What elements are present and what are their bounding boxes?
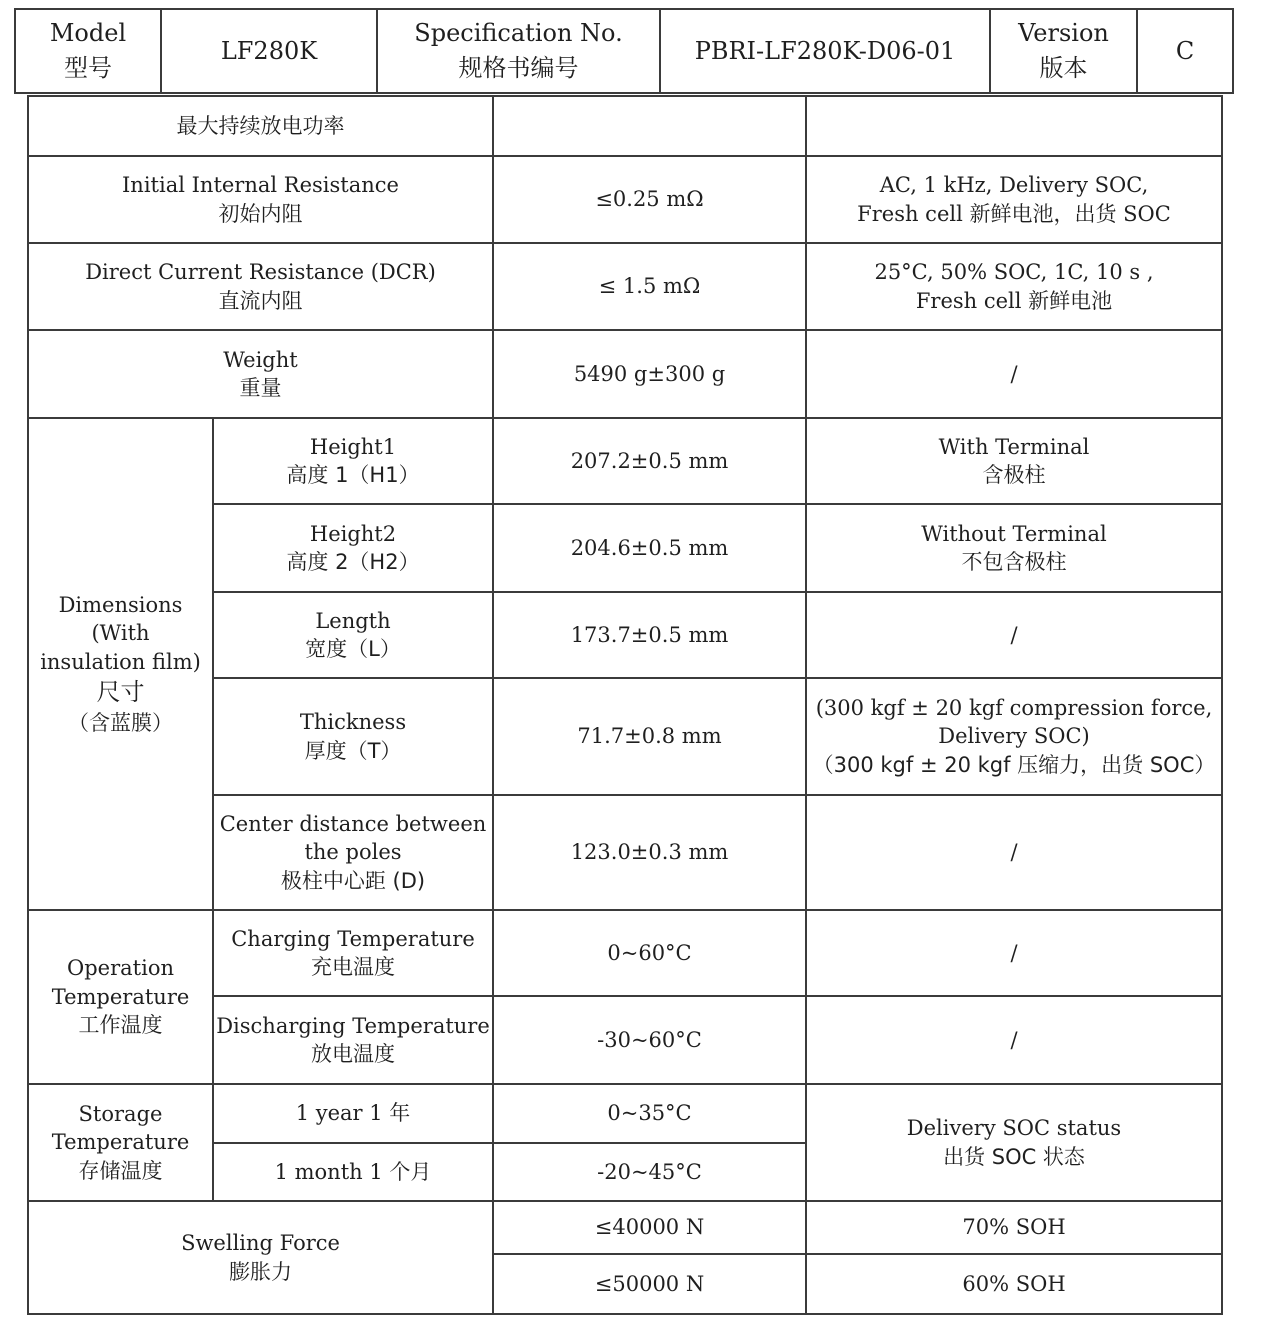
row-charging-temp: [28, 910, 1222, 996]
dcr-cond2: Fresh cell 新鲜电池: [915, 288, 1113, 313]
center-zh: 极柱中心距 (D): [280, 868, 426, 893]
swelling-r1-condition: 70% SOH: [806, 1201, 1222, 1254]
dcr-label: [28, 243, 493, 330]
row-storage-year: [28, 1084, 1222, 1143]
height1-label: [213, 418, 493, 504]
spec-value: PBRI-LF280K-D06-01: [660, 9, 990, 93]
height1-en: Height1: [309, 434, 397, 459]
initial-ir-condition: [806, 156, 1222, 243]
max-power-value: [493, 96, 806, 156]
row-max-power: [28, 96, 1222, 156]
document-header-table: [14, 8, 1234, 94]
charging-value: 0~60°C: [493, 910, 806, 996]
dimensions-en2: (With: [91, 621, 150, 646]
charging-label: [213, 910, 493, 996]
storage-en2: Temperature: [51, 1130, 190, 1155]
storage-group-label: [28, 1084, 213, 1201]
storage-zh: 存储温度: [78, 1158, 163, 1183]
dimensions-zh2: （含蓝膜）: [68, 710, 173, 735]
spec-label-cell: [377, 9, 660, 93]
dcr-condition: [806, 243, 1222, 330]
center-value: 123.0±0.3 mm: [493, 795, 806, 910]
length-condition: /: [806, 592, 1222, 678]
version-label-en: Version: [1018, 19, 1109, 48]
discharging-condition: /: [806, 996, 1222, 1084]
thickness-cond1: (300 kgf ± 20 kgf compression force,: [815, 695, 1213, 720]
row-initial-ir: [28, 156, 1222, 243]
dimensions-en1: Dimensions: [58, 593, 183, 618]
height2-cond-en: Without Terminal: [921, 521, 1107, 546]
storage-month-label: 1 month 1 个月: [213, 1143, 493, 1201]
header-row: [15, 9, 1233, 93]
charging-zh: 充电温度: [311, 955, 395, 979]
center-en1: Center distance between: [219, 811, 487, 836]
discharging-label: [213, 996, 493, 1084]
discharging-zh: 放电温度: [311, 1042, 395, 1066]
discharging-en: Discharging Temperature: [216, 1013, 490, 1038]
model-label-en: Model: [49, 19, 127, 48]
dcr-en: Direct Current Resistance (DCR): [85, 260, 436, 285]
operation-en2: Temperature: [51, 984, 190, 1009]
initial-ir-zh: 初始内阻: [218, 201, 303, 226]
dimensions-zh1: 尺寸: [96, 678, 145, 707]
height2-label: [213, 504, 493, 592]
height1-cond-zh: 含极柱: [982, 463, 1046, 487]
storage-year-label: 1 year 1 年: [213, 1084, 493, 1143]
model-label-cell: [15, 9, 161, 93]
spec-label-en: Specification No.: [414, 19, 623, 48]
length-label: [213, 592, 493, 678]
weight-label: [28, 330, 493, 418]
initial-ir-label: [28, 156, 493, 243]
weight-condition: /: [806, 330, 1222, 418]
operation-zh: 工作温度: [78, 1013, 163, 1038]
version-label-cell: [990, 9, 1137, 93]
height1-condition: [806, 418, 1222, 504]
height2-value: 204.6±0.5 mm: [493, 504, 806, 592]
row-dcr: [28, 243, 1222, 330]
thickness-cond3: （300 kgf ± 20 kgf 压缩力，出货 SOC）: [812, 752, 1216, 777]
spec-label-zh: 规格书编号: [458, 54, 579, 82]
swelling-en: Swelling Force: [181, 1231, 340, 1256]
storage-cond-en: Delivery SOC status: [906, 1116, 1122, 1141]
length-en: Length: [315, 608, 391, 633]
height1-cond-en: With Terminal: [938, 434, 1090, 459]
discharging-value: -30~60°C: [493, 996, 806, 1084]
initial-ir-cond2: Fresh cell 新鲜电池，出货 SOC: [857, 201, 1171, 226]
thickness-label: [213, 678, 493, 795]
height1-value: 207.2±0.5 mm: [493, 418, 806, 504]
length-value: 173.7±0.5 mm: [493, 592, 806, 678]
height1-zh: 高度 1（H1）: [286, 463, 420, 487]
charging-en: Charging Temperature: [231, 926, 475, 951]
charging-condition: /: [806, 910, 1222, 996]
dimensions-en3: insulation film): [40, 649, 201, 674]
dcr-zh: 直流内阻: [218, 288, 303, 313]
height2-en: Height2: [309, 521, 397, 546]
thickness-condition: [806, 678, 1222, 795]
operation-en1: Operation: [67, 956, 174, 981]
storage-cond-zh: 出货 SOC 状态: [943, 1144, 1085, 1169]
dcr-value: ≤ 1.5 mΩ: [493, 243, 806, 330]
row-weight: [28, 330, 1222, 418]
specification-table: [27, 95, 1223, 1315]
version-label-zh: 版本: [1039, 54, 1088, 82]
swelling-r1-value: ≤40000 N: [493, 1201, 806, 1254]
thickness-en: Thickness: [299, 710, 407, 735]
model-value: LF280K: [161, 9, 377, 93]
weight-zh: 重量: [239, 376, 282, 400]
swelling-r2-value: ≤50000 N: [493, 1254, 806, 1314]
weight-en: Weight: [223, 347, 298, 372]
row-height1: [28, 418, 1222, 504]
storage-month-value: -20~45°C: [493, 1143, 806, 1201]
thickness-zh: 厚度（T）: [304, 738, 402, 763]
model-label-zh: 型号: [64, 54, 112, 82]
height2-zh: 高度 2（H2）: [286, 550, 420, 574]
swelling-label: [28, 1201, 493, 1314]
operation-group-label: [28, 910, 213, 1084]
height2-condition: [806, 504, 1222, 592]
storage-year-value: 0~35°C: [493, 1084, 806, 1143]
height2-cond-zh: 不包含极柱: [961, 550, 1067, 574]
storage-en1: Storage: [78, 1101, 163, 1126]
version-value: C: [1137, 9, 1233, 93]
swelling-r2-condition: 60% SOH: [806, 1254, 1222, 1314]
initial-ir-value: ≤0.25 mΩ: [493, 156, 806, 243]
thickness-cond2: Delivery SOC): [938, 724, 1090, 749]
max-power-condition: [806, 96, 1222, 156]
storage-condition: [806, 1084, 1222, 1201]
initial-ir-cond1: AC, 1 kHz, Delivery SOC,: [879, 173, 1149, 198]
center-condition: /: [806, 795, 1222, 910]
length-zh: 宽度（L）: [305, 637, 401, 661]
weight-value: 5490 g±300 g: [493, 330, 806, 418]
initial-ir-en: Initial Internal Resistance: [122, 173, 399, 198]
center-label: [213, 795, 493, 910]
row-swelling-1: [28, 1201, 1222, 1254]
thickness-value: 71.7±0.8 mm: [493, 678, 806, 795]
swelling-zh: 膨胀力: [229, 1259, 292, 1284]
dcr-cond1: 25°C, 50% SOC, 1C, 10 s ,: [874, 260, 1154, 285]
center-en2: the poles: [304, 840, 402, 865]
dimensions-group-label: [28, 418, 213, 910]
max-power-label: 最大持续放电功率: [28, 96, 493, 156]
